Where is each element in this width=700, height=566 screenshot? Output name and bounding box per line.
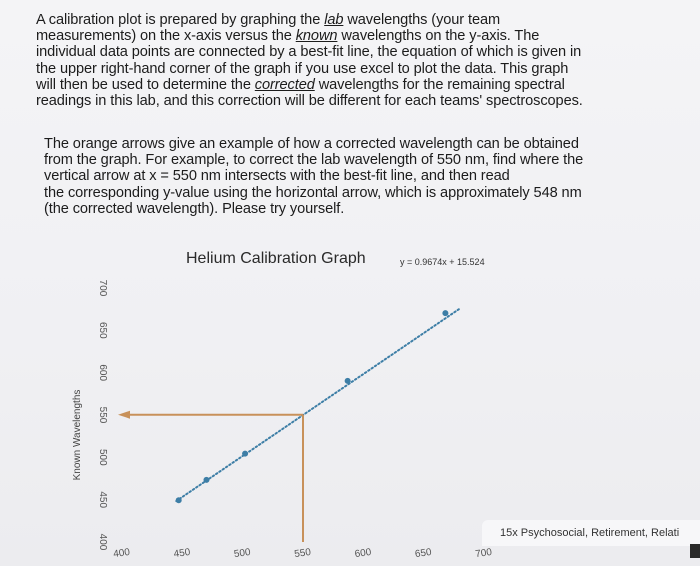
x-tick-label: 500 [233,546,252,561]
x-tick-label: 450 [172,546,192,561]
data-point [345,378,351,384]
fit-line-group [176,309,460,501]
text-line: The orange arrows give an example of how a corrected wavelength can be obtained [44,136,579,152]
x-tick-label: 600 [353,546,373,561]
text-line: vertical arrow at x = 550 nm intersects with the best-fit line, and then read [44,168,510,185]
text-line: wavelengths (your team [343,12,501,28]
text-line: wavelengths for the remaining spectral [314,76,565,93]
x-tick-label: 550 [293,546,312,561]
data-point [176,497,182,503]
text-line: from the graph. For example, to correct the lab wavelength of 550 nm, find where the [44,152,584,169]
text-line: individual data points are connected by a best-fit line, the equation of which is given in [36,44,582,61]
y-tick-label: 550 [97,406,108,424]
chart-title: Helium Calibration Graph [186,250,366,267]
x-tick-labels [113,547,493,560]
example-arrows [118,411,303,542]
y-axis-label: Known Wavelengths [72,389,83,481]
text-line: measurements) on the x-axis versus the [36,28,296,45]
text-line: wavelengths on the y-axis. The [337,28,540,45]
y-tick-label: 500 [97,448,108,466]
x-tick-label: 400 [112,546,131,561]
fit-equation: y = 0.9674x + 15.524 [400,257,485,267]
y-tick-label: 450 [97,491,108,509]
text-line: will then be used to determine the [36,76,255,93]
footer-tab[interactable]: 15x Psychosocial, Retirement, Relati [482,520,700,546]
footer-bar-marker [690,544,700,558]
arrow-head [118,411,130,419]
emphasis-known: known [295,28,338,45]
text-line: A calibration plot is prepared by graphing the [36,12,325,28]
y-tick-labels [97,280,108,551]
best-fit-line [176,309,460,501]
text-line: the corresponding y-value using the horizontal arrow, which is approximately 548 nm [44,184,582,201]
y-tick-label: 600 [97,364,108,382]
y-tick-label: 650 [97,321,108,339]
text-line: the upper right-hand corner of the graph if you use excel to plot the data. This graph [36,60,569,77]
data-point [242,451,248,457]
text-line: readings in this lab, and this correction will be different for each teams' spectroscopes. [36,93,583,110]
x-tick-label: 650 [414,546,433,561]
emphasis-lab: lab [324,12,344,28]
data-point [442,310,448,316]
y-tick-label: 700 [97,279,108,297]
data-point [203,477,209,483]
text-line: (the corrected wavelength). Please try yourself. [44,200,345,217]
x-tick-label: 700 [474,546,493,561]
y-tick-label: 400 [97,533,108,551]
emphasis-corrected: corrected [254,76,315,93]
